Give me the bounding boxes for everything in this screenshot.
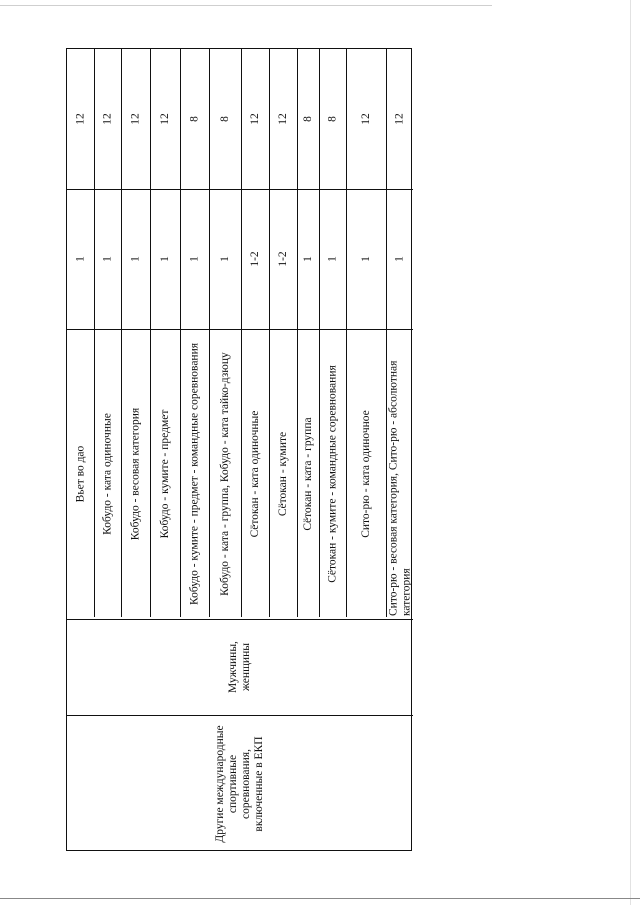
age-cell <box>150 54 180 184</box>
place-cell-text: 1 <box>101 256 113 262</box>
age-cell <box>94 54 121 184</box>
place-cell <box>269 194 297 324</box>
scan-edge-top <box>0 5 492 6</box>
age-cell <box>67 54 94 184</box>
discipline-cell <box>386 332 413 616</box>
discipline-cell-text: Сито-рю - весовая категория, Сито-рю - абсолютная категория <box>386 360 412 616</box>
discipline-cell <box>180 332 209 616</box>
discipline-cell-text: Кобудо - ката одиночные <box>101 413 113 535</box>
age-cell <box>346 54 386 184</box>
discipline-cell <box>297 332 319 616</box>
grid-line-h <box>67 715 413 716</box>
place-cell <box>297 194 319 324</box>
discipline-cell-text: Сётокан - ката одиночные <box>248 410 261 538</box>
age-cell <box>269 54 297 184</box>
gender-cell <box>90 620 390 714</box>
age-cell-text: 12 <box>393 113 405 125</box>
place-cell <box>386 194 413 324</box>
age-cell-text: 12 <box>248 113 261 125</box>
age-cell-text: 12 <box>158 113 171 125</box>
discipline-cell-text: Вьет во дао <box>74 445 86 503</box>
place-cell-text: 1 <box>158 256 171 262</box>
place-cell <box>241 194 269 324</box>
place-cell-text: 1 <box>218 256 231 262</box>
discipline-cell-text: Кобудо - кумите - предмет <box>158 409 171 539</box>
age-cell <box>319 54 346 184</box>
place-cell <box>121 194 150 324</box>
age-cell-text: 8 <box>188 116 200 122</box>
grid-line-h <box>67 329 413 330</box>
age-cell-text: 8 <box>218 116 231 122</box>
discipline-cell <box>346 332 386 616</box>
place-cell-text: 1-2 <box>248 251 261 267</box>
place-cell-text: 1 <box>393 256 405 262</box>
age-cell <box>241 54 269 184</box>
gender-cell-text: Мужчины, женщины <box>227 641 252 693</box>
place-cell <box>67 194 94 324</box>
grid-line-h <box>67 189 413 190</box>
discipline-cell-text: Кобудо - кумите - предмет - командные соревнования <box>188 342 200 606</box>
discipline-cell-text: Кобудо - весовая категория <box>129 407 141 541</box>
competition-cell <box>90 720 390 848</box>
age-cell-text: 8 <box>301 116 314 122</box>
place-cell-text: 1-2 <box>276 251 289 267</box>
discipline-cell-text: Сётокан - ката - группа <box>301 417 314 531</box>
place-cell <box>150 194 180 324</box>
age-cell-text: 12 <box>129 113 141 125</box>
place-cell-text: 1 <box>301 256 314 262</box>
discipline-cell <box>241 332 269 616</box>
age-cell-text: 12 <box>101 113 113 125</box>
place-cell <box>346 194 386 324</box>
discipline-cell-text: Сётокан - кумите <box>276 431 289 517</box>
discipline-cell-text: Сётокан - кумите - командные соревнования <box>326 365 338 583</box>
discipline-cell <box>121 332 150 616</box>
age-cell-text: 8 <box>326 116 338 122</box>
age-cell <box>121 54 150 184</box>
age-cell <box>180 54 209 184</box>
age-cell-text: 12 <box>74 113 86 125</box>
scan-edge-bottom <box>0 898 640 905</box>
discipline-cell-text: Сито-рю - ката одиночное <box>359 410 372 538</box>
discipline-cell <box>209 332 241 616</box>
discipline-cell <box>94 332 121 616</box>
age-cell <box>297 54 319 184</box>
age-cell-text: 12 <box>276 113 289 125</box>
place-cell <box>180 194 209 324</box>
place-cell-text: 1 <box>129 256 141 262</box>
results-table <box>66 48 412 851</box>
place-cell <box>319 194 346 324</box>
place-cell <box>209 194 241 324</box>
age-cell <box>209 54 241 184</box>
discipline-cell-text: Кобудо - ката - группа, Кобудо - ката тайко-дзюцу <box>218 352 231 596</box>
place-cell-text: 1 <box>188 256 200 262</box>
discipline-cell <box>269 332 297 616</box>
discipline-cell <box>319 332 346 616</box>
competition-cell-text: Другие международные спортивные соревнования, включенные в ЕКП <box>214 725 265 843</box>
age-cell-text: 12 <box>359 113 372 125</box>
place-cell <box>94 194 121 324</box>
place-cell-text: 1 <box>326 256 338 262</box>
place-cell-text: 1 <box>359 256 372 262</box>
discipline-cell <box>150 332 180 616</box>
discipline-cell <box>67 332 94 616</box>
age-cell <box>386 54 413 184</box>
scan-edge-right <box>630 0 631 905</box>
place-cell-text: 1 <box>74 256 86 262</box>
